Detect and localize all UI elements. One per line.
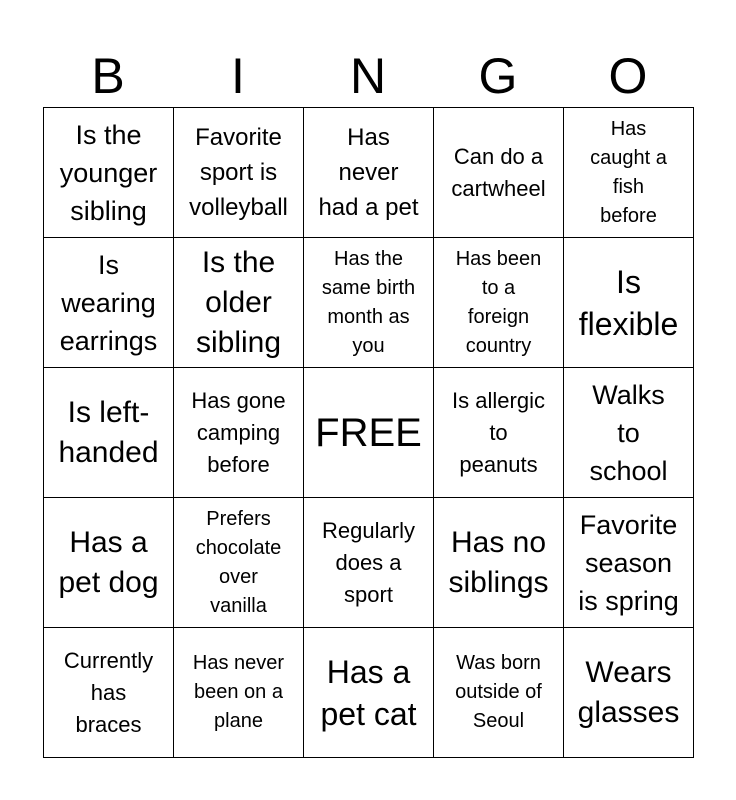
cell-text: Has never been on a plane: [192, 652, 285, 732]
cell-text: Can do a cartwheel: [451, 143, 546, 201]
bingo-cell-r5-c1[interactable]: [44, 628, 174, 758]
cell-text: Has been to a foreign country: [455, 247, 542, 357]
bingo-cell-r4-c4[interactable]: [434, 498, 564, 628]
cell-text: Prefers chocolate over vanilla: [195, 507, 282, 617]
bingo-cell-r5-c3[interactable]: [304, 628, 434, 758]
bingo-cell-r5-c4[interactable]: [434, 628, 564, 758]
cell-text: Is left- handed: [58, 395, 159, 469]
cell-text: Is allergic to peanuts: [452, 387, 545, 477]
bingo-cell-r1-c1[interactable]: [44, 108, 174, 238]
bingo-cell-r4-c2[interactable]: [174, 498, 304, 628]
bingo-cell-r2-c4[interactable]: [434, 238, 564, 368]
bingo-cell-r1-c2[interactable]: [174, 108, 304, 238]
cell-text: Wears glasses: [577, 655, 680, 729]
bingo-cell-r3-c5[interactable]: [564, 368, 694, 498]
bingo-cell-r4-c5[interactable]: [564, 498, 694, 628]
bingo-header: [43, 44, 693, 108]
free-space: FREE: [315, 410, 422, 455]
header-letter-g: G: [478, 48, 518, 104]
cell-text: Favorite sport is volleyball: [189, 124, 288, 221]
bingo-cell-r4-c3[interactable]: [304, 498, 434, 628]
cell-text: Regularly does a sport: [322, 517, 415, 607]
bingo-board: [43, 107, 694, 758]
bingo-cell-r5-c2[interactable]: [174, 628, 304, 758]
cell-text: Has no siblings: [448, 525, 549, 599]
cell-text: Has a pet cat: [320, 653, 417, 732]
cell-text: Favorite season is spring: [578, 509, 679, 616]
bingo-cell-r4-c1[interactable]: [44, 498, 174, 628]
cell-text: Is wearing earrings: [59, 249, 158, 356]
cell-text: Has the same birth month as you: [321, 247, 416, 357]
cell-text: Has gone camping before: [191, 387, 286, 477]
cell-text: Walks to school: [589, 379, 668, 486]
cell-text: Has caught a fish before: [590, 117, 667, 227]
bingo-cell-r2-c2[interactable]: [174, 238, 304, 368]
header-letter-i: I: [231, 48, 245, 104]
cell-text: Is the younger sibling: [59, 119, 158, 226]
header-letter-n: N: [349, 48, 387, 104]
header-letter-b: B: [91, 48, 125, 104]
bingo-cell-r1-c3[interactable]: [304, 108, 434, 238]
cell-text: Is the older sibling: [195, 245, 282, 359]
cell-text: Currently has braces: [63, 647, 154, 737]
bingo-cell-r3-c3[interactable]: [304, 368, 434, 498]
bingo-cell-r2-c1[interactable]: [44, 238, 174, 368]
cell-text: Has never had a pet: [318, 124, 419, 221]
bingo-cell-r1-c5[interactable]: [564, 108, 694, 238]
bingo-cell-r1-c4[interactable]: [434, 108, 564, 238]
bingo-cell-r3-c4[interactable]: [434, 368, 564, 498]
bingo-cell-r3-c1[interactable]: [44, 368, 174, 498]
header-letter-o: O: [608, 48, 648, 104]
cell-text: Was born outside of Seoul: [455, 652, 542, 732]
bingo-cell-r3-c2[interactable]: [174, 368, 304, 498]
bingo-cell-r2-c5[interactable]: [564, 238, 694, 368]
bingo-cell-r2-c3[interactable]: [304, 238, 434, 368]
cell-text: Has a pet dog: [58, 525, 159, 599]
bingo-cell-r5-c5[interactable]: [564, 628, 694, 758]
cell-text: Is flexible: [578, 263, 679, 342]
